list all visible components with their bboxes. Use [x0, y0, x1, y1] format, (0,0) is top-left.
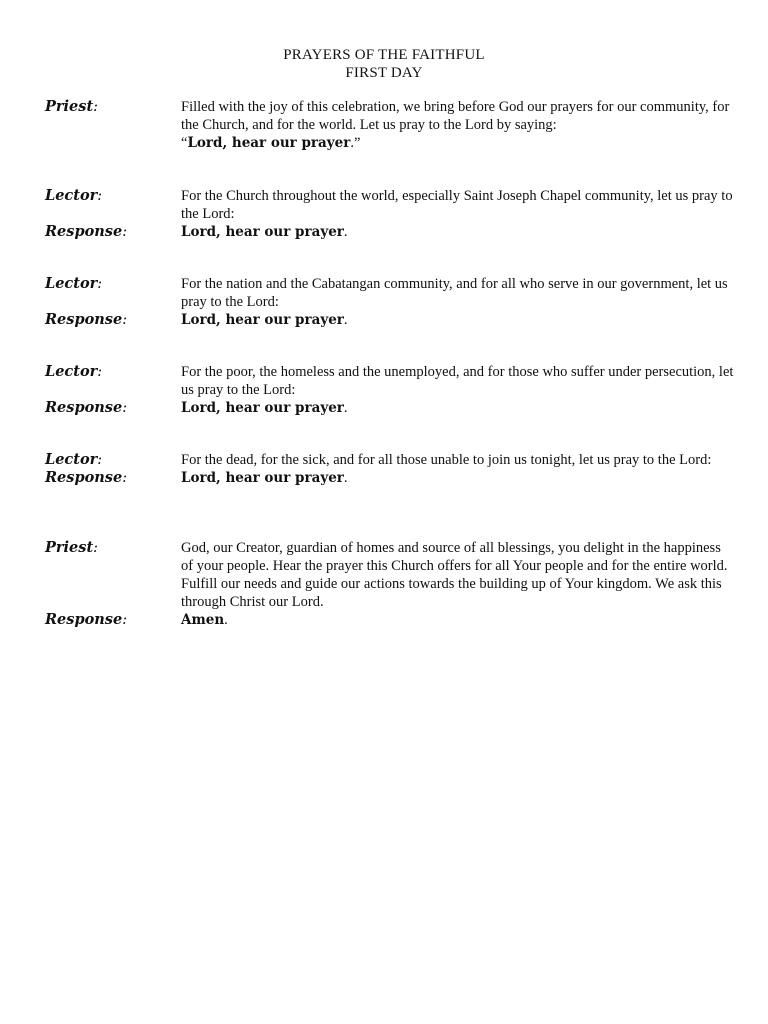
response-row: Response: Amen. [45, 611, 228, 628]
prayer-entry-lector-2 [45, 275, 735, 329]
role-label: Lector: [45, 187, 103, 204]
role-label: Priest: [45, 539, 99, 556]
response-text: Lord, hear our prayer [181, 312, 344, 328]
response-row: Response: Lord, hear our prayer. [45, 223, 348, 240]
response-row: Response: Lord, hear our prayer. [45, 311, 348, 328]
prayer-text: Filled with the joy of this celebration, we bring before God our prayers for our community, for the Church, and for the world. Let us pray to the Lord by saying: “Lord, hear our prayer.” [181, 99, 730, 151]
response-label: Response: [45, 469, 128, 486]
prayer-entry-lector-4 [45, 451, 735, 487]
response-text: Lord, hear our prayer [181, 470, 344, 486]
response-row: Response: Lord, hear our prayer. [45, 399, 348, 416]
response-text: Lord, hear our prayer [181, 224, 344, 240]
prayer-entry-priest-opening [45, 98, 735, 152]
response-label: Response: [45, 223, 128, 240]
prayer-entry-lector-3 [45, 363, 735, 417]
prayer-entry-priest-closing [45, 539, 735, 629]
emphasis-response: Lord, hear our prayer [187, 135, 351, 151]
role-label: Priest: [45, 98, 99, 115]
role-label: Lector: [45, 363, 103, 380]
prayer-text: God, our Creator, guardian of homes and source of all blessings, you delight in the happiness of your people. Hear the prayer this Church offers for all Your people and for the entire world. Fulfill our needs and guide our actions towards the building up of Your kingdom. We ask this through Christ our Lord. [181, 540, 728, 610]
response-text: Amen [181, 612, 225, 628]
response-label: Response: [45, 311, 128, 328]
prayer-entry-lector-1 [45, 187, 735, 241]
page-title: PRAYERS OF THE FAITHFUL [283, 47, 485, 63]
response-label: Response: [45, 611, 128, 628]
prayer-text: For the dead, for the sick, and for all those unable to join us tonight, let us pray to the Lord: [181, 452, 712, 468]
prayer-text: For the Church throughout the world, especially Saint Joseph Chapel community, let us pray to the Lord: [181, 188, 733, 222]
page-subtitle: FIRST DAY [345, 65, 423, 81]
role-label: Lector: [45, 451, 103, 468]
prayer-text: For the nation and the Cabatangan community, and for all who serve in our government, let us pray to the Lord: [181, 276, 728, 310]
prayer-text: For the poor, the homeless and the unemployed, and for those who suffer under persecution, let us pray to the Lord: [181, 364, 734, 398]
response-label: Response: [45, 399, 128, 416]
response-text: Lord, hear our prayer [181, 400, 344, 416]
title-block [0, 46, 768, 82]
role-label: Lector: [45, 275, 103, 292]
response-row: Response: Lord, hear our prayer. [45, 469, 348, 486]
